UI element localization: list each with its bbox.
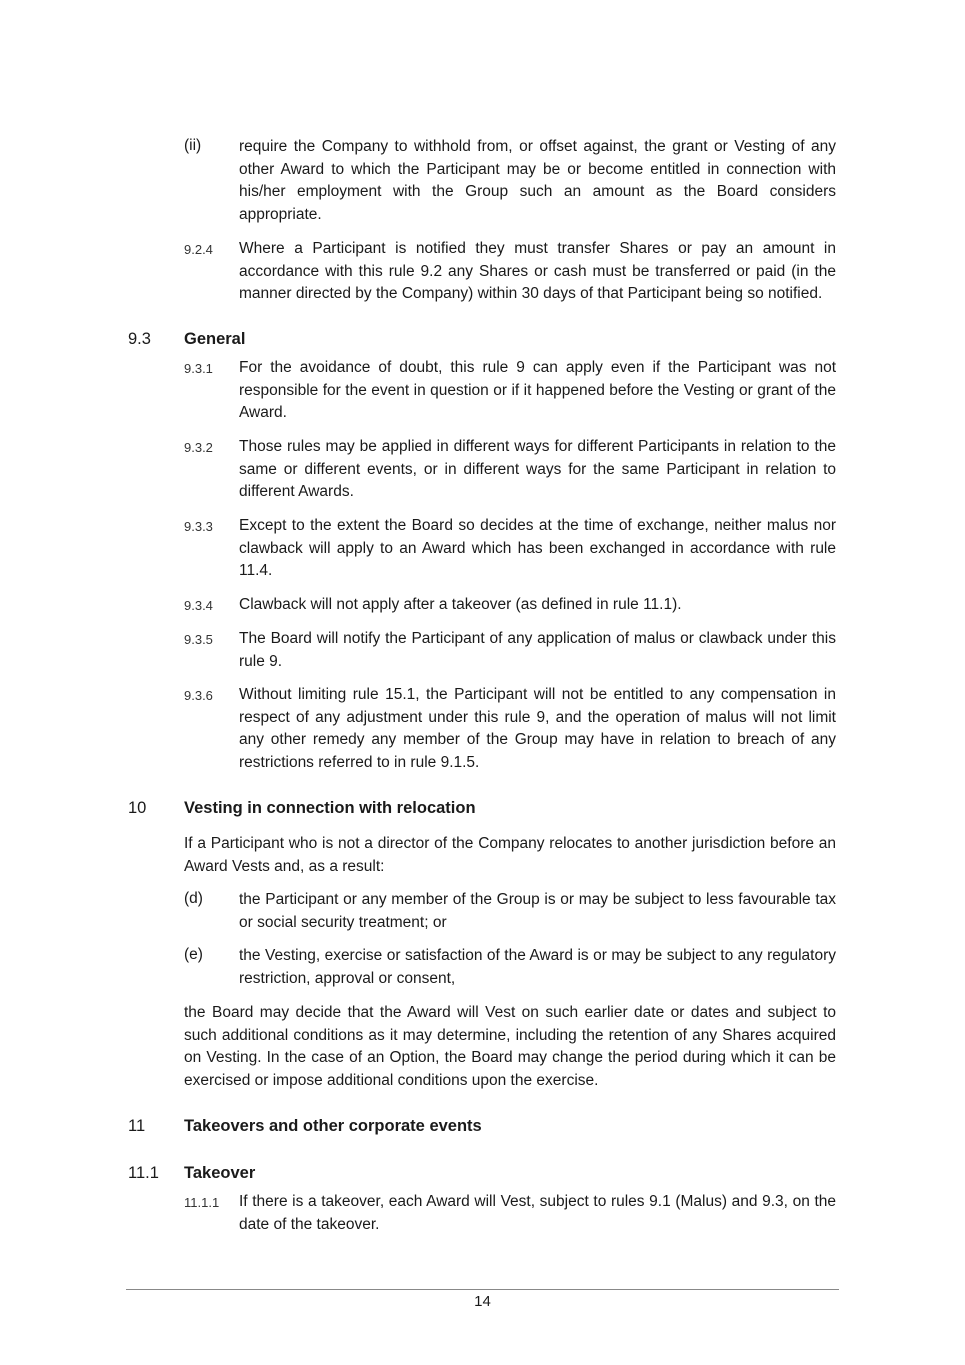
- section-number: 9.3: [128, 330, 151, 348]
- section-number: 11.1: [128, 1164, 159, 1182]
- section-number: 11: [128, 1117, 146, 1135]
- clause-text: Those rules may be applied in different ways for different Participants in relation to the same or different events, or in different ways for the same Participant in relation to different Awards.: [239, 438, 836, 501]
- clause-number: 9.3.5: [184, 632, 213, 647]
- section-10-closing: the Board may decide that the Award will Vest on such earlier date or dates and subject to such additional conditions as it may determine, including the retention of any Shares acquired on Vesting. In the case of an Option, the Board may change the period during which it can be exercised or impose additional conditions upon the exercise.: [184, 1004, 836, 1089]
- clause-text: Where a Participant is notified they must transfer Shares or pay an amount in accordance with this rule 9.2 any Shares or cash must be transferred or paid (in the manner directed by the Company) within 30 days of that Participant being so notified.: [239, 240, 836, 303]
- clause-text: If there is a takeover, each Award will Vest, subject to rules 9.1 (Malus) and 9.3, on the date of the takeover.: [239, 1193, 836, 1233]
- page-number: 14: [474, 1293, 491, 1310]
- clause-text: The Board will notify the Participant of any application of malus or clawback under this rule 9.: [239, 630, 836, 670]
- section-title: Takeovers and other corporate events: [184, 1117, 482, 1135]
- clause-number: 9.3.3: [184, 519, 213, 534]
- section-number: 10: [128, 799, 147, 817]
- clause-text: the Vesting, exercise or satisfaction of the Award is or may be subject to any regulatory restriction, approval or consent,: [239, 947, 836, 987]
- clause-text: For the avoidance of doubt, this rule 9 can apply even if the Participant was not responsible for the event in question or if it happened before the Vesting or grant of the Award.: [239, 359, 836, 422]
- clause-number: 9.3.2: [184, 440, 213, 455]
- section-10-intro: If a Participant who is not a director of the Company relocates to another jurisdiction before an Award Vests and, as a result:: [184, 835, 836, 875]
- clause-number: 9.2.4: [184, 242, 213, 257]
- clause-text: Except to the extent the Board so decides at the time of exchange, neither malus nor clawback will apply to an Award which has been exchanged in accordance with rule 11.4.: [239, 517, 836, 580]
- section-title: General: [184, 330, 246, 348]
- clause-text: Without limiting rule 15.1, the Participant will not be entitled to any compensation in respect of any adjustment under this rule 9, and the operation of malus will not limit any other remedy any member of the Group may have in relation to breach of any restrictions referred to in rule 9.1.5.: [239, 686, 836, 771]
- section-title: Vesting in connection with relocation: [184, 799, 476, 817]
- clause-text: the Participant or any member of the Group is or may be subject to less favourable tax or social security treatment; or: [239, 891, 836, 931]
- clause-number: 9.3.1: [184, 361, 213, 376]
- clause-number: (d): [184, 890, 203, 907]
- clause-number: 9.3.6: [184, 688, 213, 703]
- footer-divider: [126, 1289, 839, 1290]
- clause-number: 11.1.1: [184, 1195, 220, 1210]
- section-title: Takeover: [184, 1164, 256, 1182]
- clause-number: (ii): [184, 137, 202, 154]
- clause-text: require the Company to withhold from, or offset against, the grant or Vesting of any other Award to which the Participant may be or become entitled in connection with his/her employment with the Group such an amount as the Board considers appropriate.: [239, 138, 836, 223]
- clause-number: (e): [184, 946, 203, 963]
- clause-number: 9.3.4: [184, 598, 213, 613]
- clause-text: Clawback will not apply after a takeover (as defined in rule 11.1).: [239, 596, 682, 613]
